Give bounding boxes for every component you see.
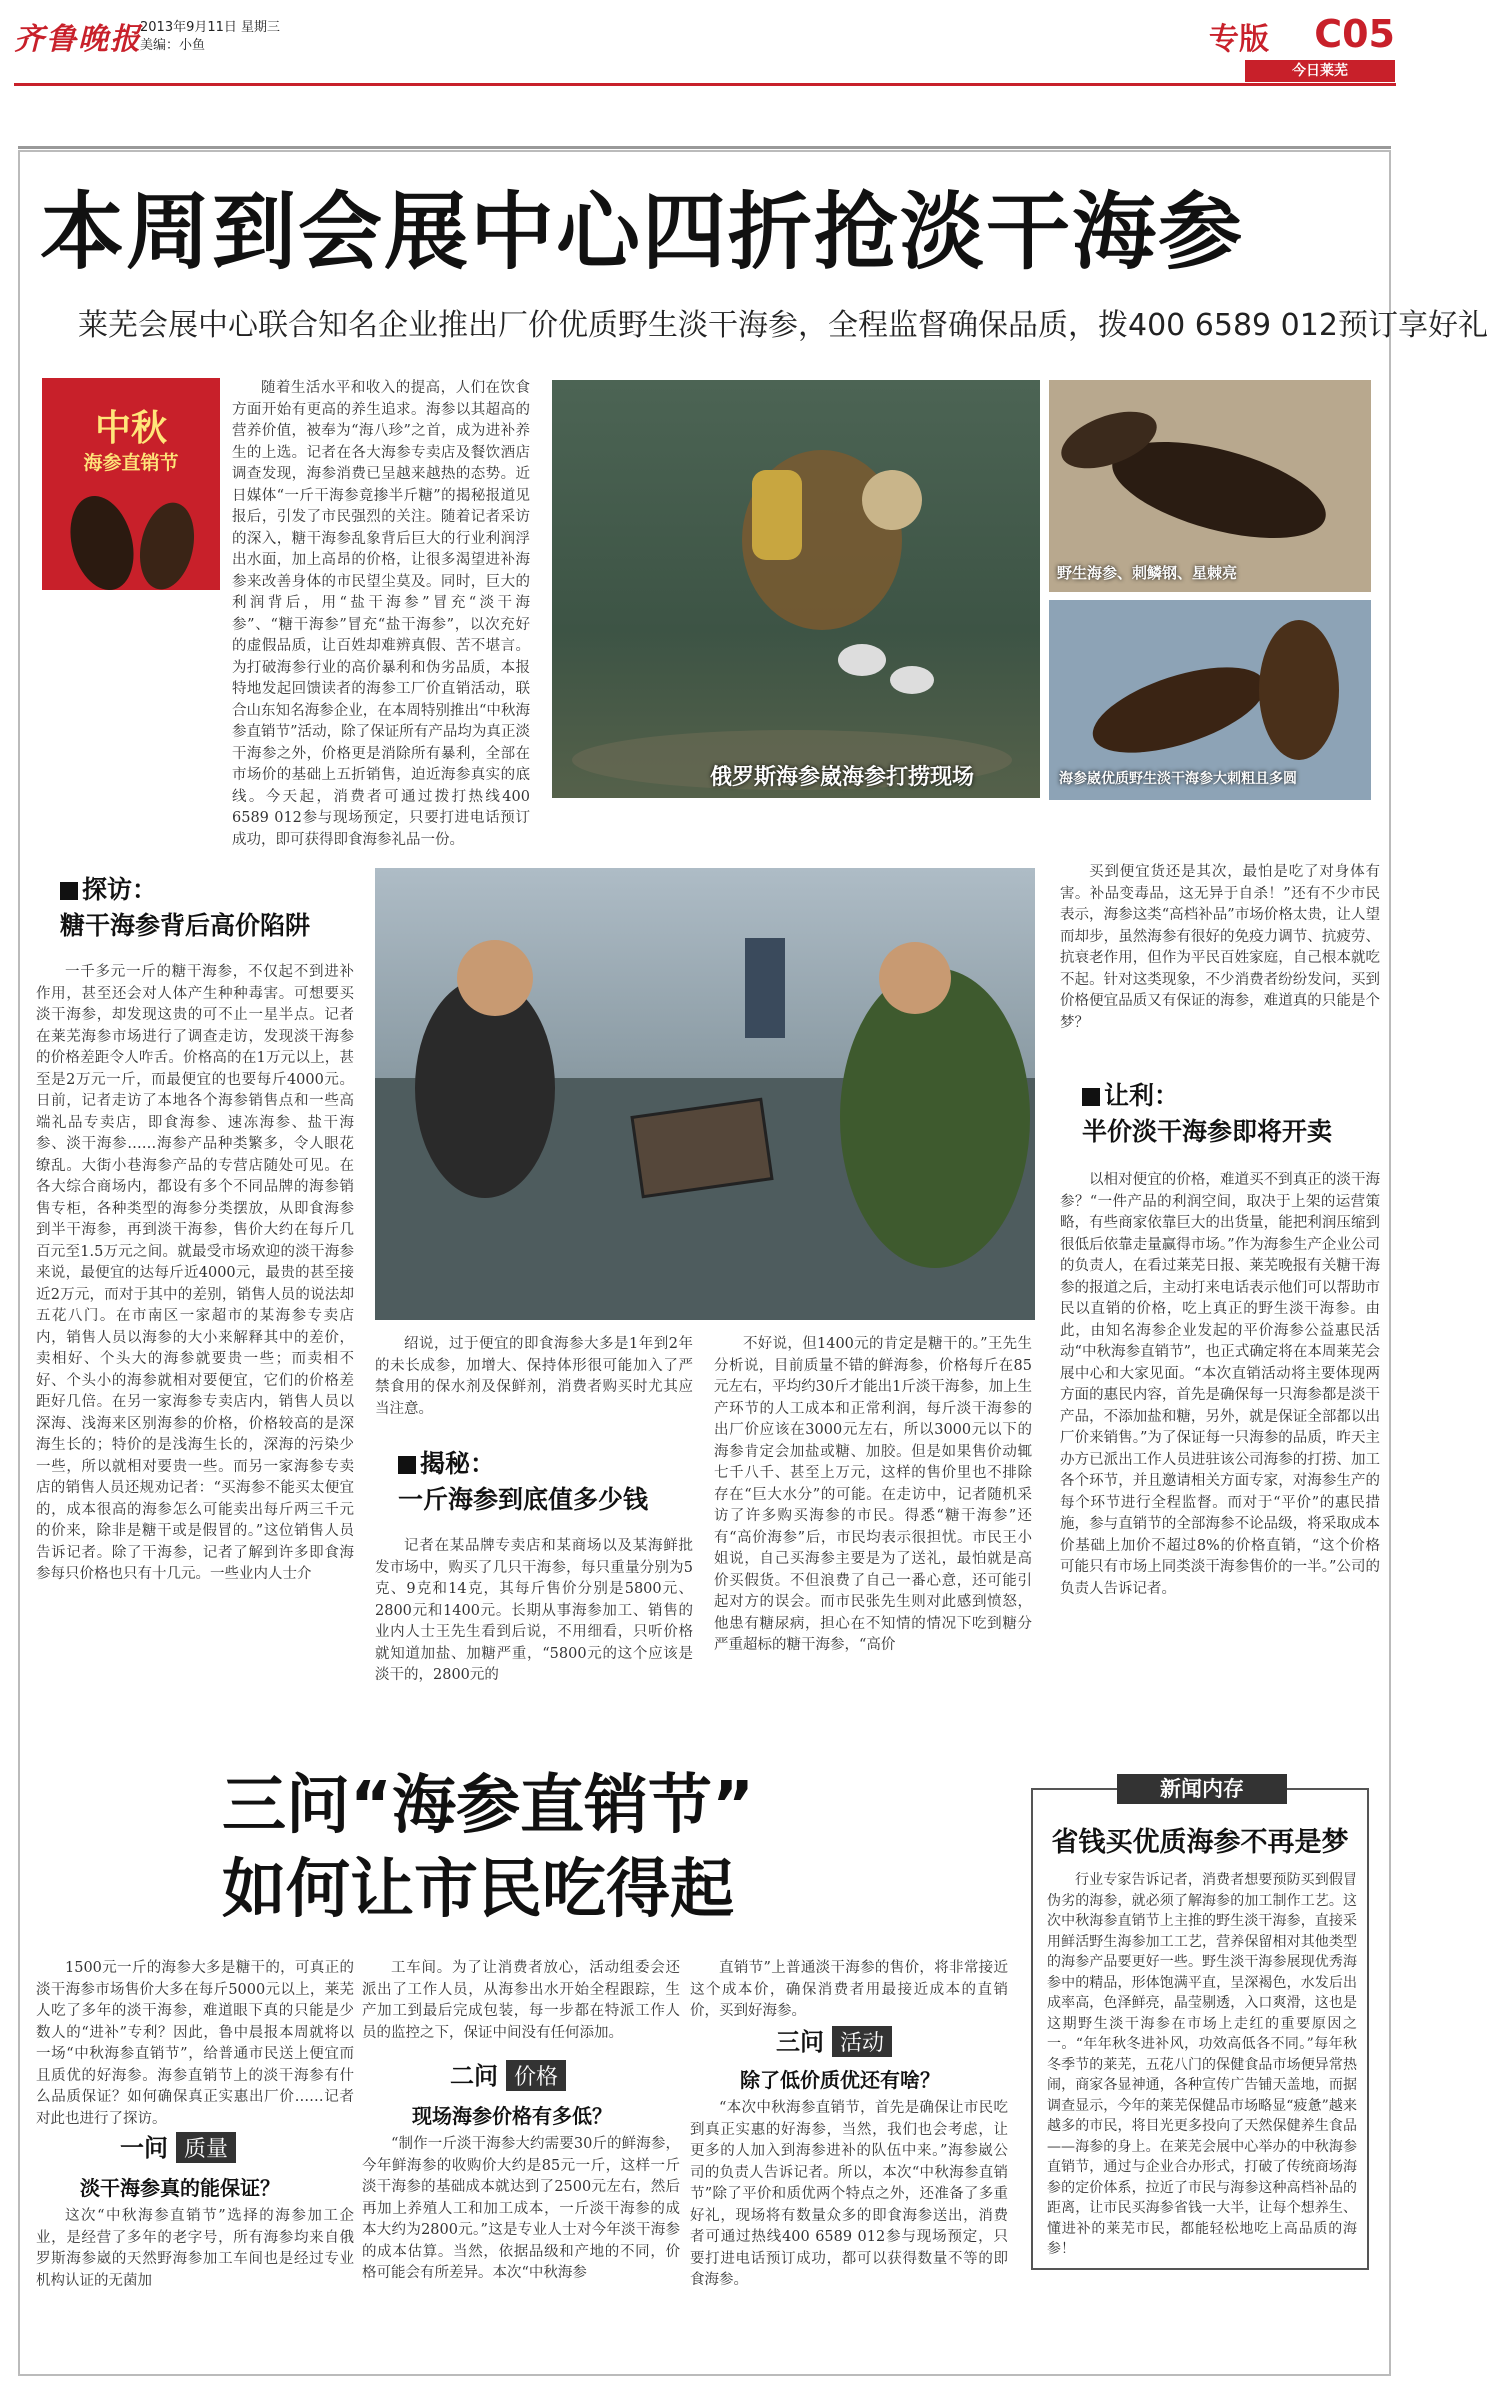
section2-headline-line1: 三问“海参直销节”	[222, 1769, 755, 1843]
headline: 本周到会展中心四折抢淡干海参	[40, 183, 1245, 281]
section2-col1-text: 1500元一斤的海参大多是糖干的，可真正的淡干海参市场售价大多在每斤5000元以上，莱芜人吃了多年的淡干海参，难道眼下真的只能是少数人的“进补”专利？因此，鲁中晨报本周就将以一场“中秋海参直销节”，给普通市民送上便宜而且质优的好海参。海参直销节上的淡干海参有什么品质保证？如何确保真正实惠出厂价……记者对此也进行了探访。	[36, 1960, 354, 2127]
discount-text-a: 买到便宜货还是其次，最怕是吃了对身体有害。补品变毒品，这无异于自杀！”还有不少市民表示，海参这类“高档补品”市场价格太贵，让人望而却步，虽然海参有很好的免疫力调节、抗疲劳、抗衰老作用，但作为平民百姓家庭，自己根本就吃不起。针对这类现象，不少消费者纷纷发问，买到价格便宜品质又有保证的海参，难道真的只能是个梦？	[1060, 864, 1380, 1031]
investigate-text: 一千多元一斤的糖干海参，不仅起不到进补作用，甚至还会对人体产生种种毒害。可想要买淡干海参，却发现这贵的可不止一星半点。记者在莱芜海参市场进行了调查走访，发现淡干海参的价格差距令人咋舌。价格高的在1万元以上，甚至是2万元一斤，而最便宜的也要每斤4000元。日前，记者走访了本地各个海参销售点和一些高端礼品专卖店，即食海参、速冻海参、盐干海参、淡干海参……海参产品种类繁多，令人眼花缭乱。大街小巷海参产品的专营店随处可见。在各大综合商场内，都设有多个不同品牌的海参销售专柜，各种类型的海参分类摆放，从即食海参到半干海参，再到淡干海参，售价大约在每斤几百元至1.5万元之间。就最受市场欢迎的淡干海参来说，最便宜的达每斤近4000元，最贵的甚至接近2万元，而对于其中的差别，销售人员的说法却五花八门。在市南区一家超市的某海参专卖店内，销售人员以海参的大小来解释其中的差价，卖相好、个头大的海参就要贵一些；而卖相不好、个头小的海参就相对要便宜，它们的价格差距好几倍。在另一家海参专卖店内，销售人员以深海、浅海来区别海参的价格，价格较高的是深海生长的；特价的是浅海生长的，深海的污染少一些，所以就相对要贵一些。而另一家海参专卖店的销售人员还规劝记者：“买海参不能买太便宜的，成本很高的海参怎么可能卖出每斤两三千元的价来，除非是糖干或是假冒的。”这位销售人员告诉记者。除了干海参，记者了解到许多即食海参每只价格也只有十几元。一些业内人士介	[36, 964, 354, 1582]
fishermen-icon	[375, 868, 1035, 1320]
page-number: C05	[1314, 12, 1395, 56]
section-head-reveal: 揭秘：	[398, 1444, 495, 1480]
section2-headline-line2: 如何让市民吃得起	[222, 1853, 734, 1927]
photo-caption-3: 海参崴优质野生淡干海参大刺粗且多圆	[1059, 771, 1297, 787]
q2-subtitle: 现场海参价格有多低？	[412, 2104, 612, 2128]
q1-subtitle: 淡干海参真的能保证？	[80, 2176, 280, 2200]
section2-col2-text: 工车间。为了让消费者放心，活动组委会还派出了工作人员，从海参出水开始全程跟踪，生产加工到最后完成包装，每一步都在特派工作人员的监控之下，保证中间没有任何添加。	[362, 1960, 680, 2041]
promo-image	[42, 378, 220, 590]
sidebar-text: 行业专家告诉记者，消费者想要预防买到假冒伪劣的海参，就必须了解海参的加工制作工艺。这次中秋海参直销节上主推的野生淡干海参，直接采用鲜活野生海参加工工艺，营养保留相对其他类型的海参产品要更好一些。野生淡干海参展现优秀海参中的精品，形体饱满平直，呈深褐色，水发后出成率高，色泽鲜亮，晶莹剔透，入口爽滑，这也是这期野生淡干海参在市场上走红的重要原因之一。“年年秋冬进补风，功效高低各不同。”每年秋冬季节的莱芜，五花八门的保健食品市场便异常热闹，商家各显神通，各种宣传广告铺天盖地，而据调查显示，今年的莱芜保健品市场略显“疲惫”越来越多的市民，将目光更多投向了天然保健养生食品——海参的身上。在莱芜会展中心举办的中秋海参直销节，通过与企业合办形式，打破了传统商场海参的定价体系，拉近了市民与海参这种高档补品的距离，让市民买海参省钱一大半，让每个想养生、懂进补的莱芜市民，都能轻松地吃上高品质的海参！	[1047, 1872, 1357, 2257]
edition-bar: 今日莱芜	[1245, 60, 1395, 82]
reveal-text-a: 绍说，过于便宜的即食海参大多是1年到2年的未长成参，加增大、保持体形很可能加入了严禁食用的保水剂及保鲜剂，消费者购买时尤其应当注意。	[375, 1336, 693, 1417]
section2-headline	[222, 1764, 754, 1932]
section-subhead-investigate: 糖干海参背后高价陷阱	[60, 911, 311, 940]
sidebar-tag: 新闻内存	[1117, 1774, 1287, 1804]
photo-caption-2: 野生海参、刺鳞钢、星棘亮	[1057, 564, 1238, 582]
promo-subtitle: 海参直销节	[83, 452, 179, 474]
q1-text: 这次“中秋海参直销节”选择的海参加工企业，是经营了多年的老字号，所有海参均来自俄罗斯海参崴的天然野海参加工车间也是经过专业机构认证的无菌加	[36, 2208, 354, 2289]
q2-label: 二问 价格	[450, 2056, 566, 2091]
section-head-investigate: 探访：	[60, 870, 157, 906]
discount-text-b: 以相对便宜的价格，难道买不到真正的淡干海参？“一件产品的利润空间，取决于上架的运营策略，有些商家依靠巨大的出货量，能把利润压缩到很低后依靠走量赢得市场。”作为海参生产企业公司的负责人，在看过莱芜日报、莱芜晚报有关糖干海参的报道之后，主动打来电话表示他们可以帮助市民以直销的价格，吃上真正的野生淡干海参。由此，由知名海参企业发起的平价海参公益惠民活动“中秋海参直销节”，也正式确定将在本周莱芜会展中心和大家见面。“本次直销活动将主要体现两方面的惠民内容，首先是确保每一只海参都是淡干产品，不添加盐和糖，另外，就是保证全部都以出厂价来销售。”为了保证每一只海参的品质，昨天主办方已派出工作人员进驻该公司海参的打捞、加工各个环节，并且邀请相关方面专家，对海参生产的每个环节进行全程监督。而对于“平价”的惠民措施，参与直销节的全部海参不论品级，将采取成本价基础上加价不超过8%的价格直销，“这个价格可能只有市场上同类淡干海参售价的一半。”公司的负责人告诉记者。	[1060, 1172, 1380, 1597]
square-bullet-icon	[60, 882, 78, 900]
section2-col3-text: 直销节”上普通淡干海参的售价，将非常接近这个成本价，确保消费者用最接近成本的直销价，买到好海参。	[690, 1960, 1008, 2019]
q3-text: “本次中秋海参直销节，首先是确保让市民吃到真正实惠的好海参，当然，我们也会考虑，让更多的人加入到海参进补的队伍中来。”海参崴公司的负责人告诉记者。所以，本次“中秋海参直销节”除了平价和质优两个特点之外，还准备了多重好礼，现场将有数量众多的即食海参送出，消费者可通过热线400 6589 012参与现场预定，只要打进电话预订成功，都可以获得数量不等的即食海参。	[690, 2100, 1008, 2288]
diver-photo	[552, 380, 1040, 798]
issue-editor: 美编：小鱼	[140, 38, 206, 53]
fishermen-photo	[375, 868, 1035, 1320]
section-subhead-discount: 半价淡干海参即将开卖	[1082, 1117, 1333, 1146]
reveal-text-b: 记者在某品牌专卖店和某商场以及某海鲜批发市场中，购买了几只干海参，每只重量分别为5克、9克和14克，其每斤售价分别是5800元、2800元和1400元。长期从事海参加工、销售的业内人士王先生看到后说，不用细看，只听价格就知道加盐、加糖严重，“5800元的这个应该是淡干的，2800元的	[375, 1538, 693, 1683]
issue-date: 2013年9月11日 星期三	[140, 20, 281, 35]
q3-label: 三问 活动	[776, 2022, 892, 2057]
sea-cucumber-icon	[42, 378, 220, 590]
q3-subtitle: 除了低价质优还有啥？	[740, 2068, 940, 2092]
section-head-discount: 让利：	[1082, 1076, 1179, 1112]
promo-title: 中秋	[94, 408, 167, 449]
top-rule	[18, 146, 1391, 149]
diver-icon	[552, 380, 1040, 798]
q2-text: “制作一斤淡干海参大约需要30斤的鲜海参，今年鲜海参的收购价大约是85元一斤，这样一斤淡干海参的基础成本就达到了2500元左右，然后再加上养殖人工和加工成本，一斤淡干海参的成本大约为2800元。”这是专业人士对今年淡干海参的成本估算。当然，依据品级和产地的不同，价格可能会有所差异。本次“中秋海参	[362, 2136, 680, 2281]
section-tag: 专版	[1209, 22, 1269, 57]
section-subhead-reveal: 一斤海参到底值多少钱	[398, 1485, 649, 1514]
sea-cucumber-photo-1	[1049, 380, 1371, 592]
reveal-text-c: 不好说，但1400元的肯定是糖干的。”王先生分析说，目前质量不错的鲜海参，价格每斤在85元左右，平均约30斤才能出1斤淡干海参，加上生产环节的人工成本和正常利润，每斤淡干海参的出厂价应该在3000元左右，所以3000元以下的海参肯定会加盐或糖、加胶。但是如果售价动辄七千八千、甚至上万元，这样的售价里也不排除存在“巨大水分”的可能。在走访中，记者随机采访了许多购买海参的市民。得悉“糖干海参”还有“高价海参”后，市民均表示很担忧。市民王小姐说，自己买海参主要是为了送礼，最怕就是高价买假货。不但浪费了自己一番心意，还可能引起对方的误会。而市民张先生则对此感到愤怒，他患有糖尿病，担心在不知情的情况下吃到糖分严重超标的糖干海参，“高价	[714, 1336, 1032, 1653]
masthead-logo: 齐鲁晚报	[14, 22, 142, 57]
sidebar-title: 省钱买优质海参不再是梦	[1051, 1827, 1349, 1858]
intro-text: 随着生活水平和收入的提高，人们在饮食方面开始有更高的养生追求。海参以其超高的营养价值，被奉为“海八珍”之首，成为进补养生的上选。记者在各大海参专卖店及餐饮酒店调查发现，海参消费已呈越来越热的态势。近日媒体“一斤干海参竟掺半斤糖”的揭秘报道见报后，引发了市民强烈的关注。随着记者采访的深入，糖干海参乱象背后巨大的行业利润浮出水面，加上高昂的价格，让很多渴望进补海参来改善身体的市民望尘莫及。同时，巨大的利润背后，用“盐干海参”冒充“淡干海参”、“糖干海参”冒充“盐干海参”，以次充好的虚假品质，让百姓却难辨真假、苦不堪言。为打破海参行业的高价暴利和伪劣品质，本报特地发起回馈读者的海参工厂价直销活动，联合山东知名海参企业，在本周特别推出“中秋海参直销节”活动，除了保证所有产品均为真正淡干海参之外，价格更是消除所有暴利，全部在市场价的基础上五折销售，迫近海参真实的底线。今天起，消费者可通过拨打热线400 6589 012参与现场预定，只要打进电话预订成功，即可获得即食海参礼品一份。	[232, 380, 530, 848]
sea-cucumber-photo-2	[1049, 600, 1371, 800]
subhead: 莱芜会展中心联合知名企业推出厂价优质野生淡干海参，全程监督确保品质，拨400 6589 012预订享好礼	[78, 308, 1488, 343]
news-sidebar	[1031, 1777, 1369, 2270]
photo-caption-1: 俄罗斯海参崴海参打捞现场	[710, 765, 975, 790]
header-rule	[14, 83, 1396, 86]
q1-label: 一问 质量	[120, 2128, 236, 2163]
square-bullet-icon	[398, 1456, 416, 1474]
sea-cucumber-icon	[1049, 380, 1371, 592]
square-bullet-icon	[1082, 1088, 1100, 1106]
